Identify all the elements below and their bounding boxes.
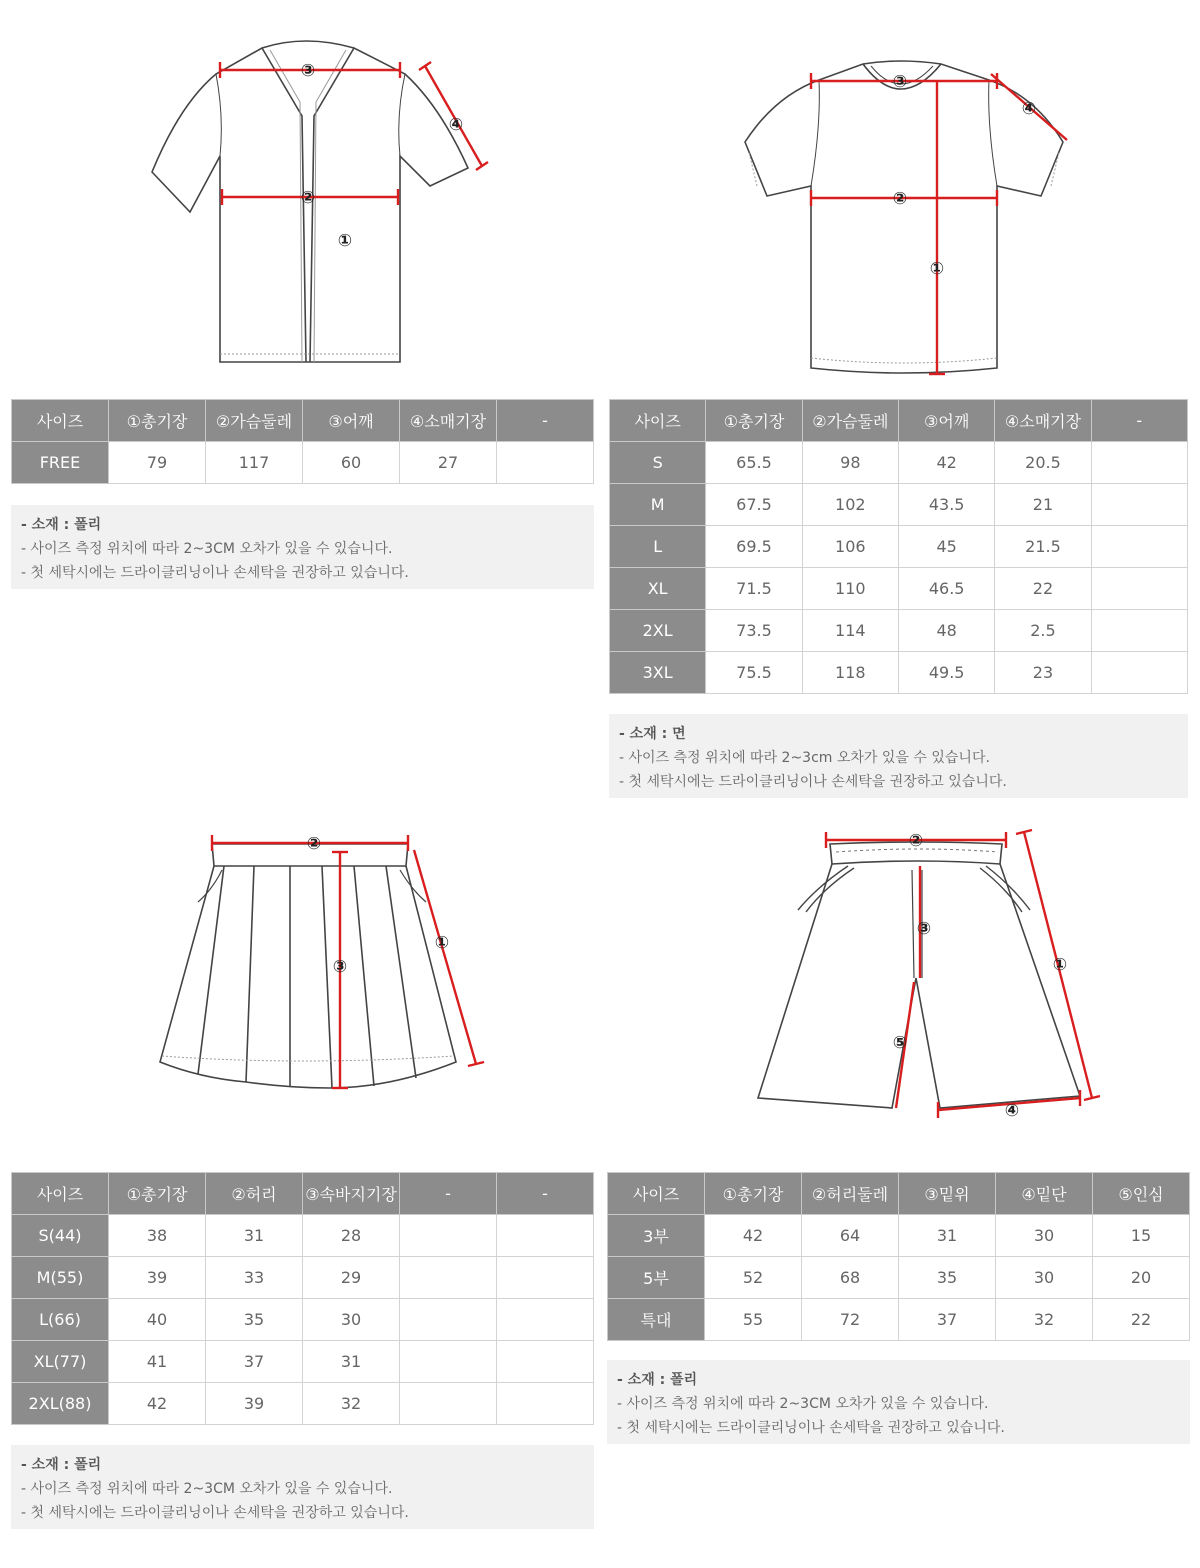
table-row (610, 610, 1188, 652)
table-cell: 102 (802, 484, 898, 526)
column-header: ①총기장 (109, 400, 206, 442)
table-cell: 64 (802, 1215, 899, 1257)
table-cell (400, 1257, 497, 1299)
table-cell: 37 (206, 1341, 303, 1383)
svg-text:⑤: ⑤ (892, 1033, 908, 1053)
table-cell (1091, 526, 1187, 568)
column-header: ④소매기장 (400, 400, 497, 442)
table-cell: 49.5 (898, 652, 994, 694)
table-cell: 20.5 (995, 442, 1091, 484)
size-label: 2XL(88) (12, 1383, 109, 1425)
column-header: - (497, 1173, 594, 1215)
table-cell: 15 (1093, 1215, 1190, 1257)
shorts-illustration (750, 826, 1100, 1126)
table-cell: 68 (802, 1257, 899, 1299)
column-header: ①총기장 (706, 400, 802, 442)
table-cell (1091, 568, 1187, 610)
svg-text:④: ④ (1004, 1101, 1020, 1121)
note-line: - 사이즈 측정 위치에 따라 2~3CM 오차가 있을 수 있습니다. (21, 1481, 393, 1497)
table-row (610, 526, 1188, 568)
skirt-illustration (150, 830, 490, 1100)
table-header-row (608, 1173, 1190, 1215)
note-line: - 사이즈 측정 위치에 따라 2~3CM 오차가 있을 수 있습니다. (21, 541, 393, 557)
column-header: ②가슴둘레 (802, 400, 898, 442)
table-cell: 55 (705, 1299, 802, 1341)
cardigan-material-note (11, 505, 594, 589)
table-cell (400, 1215, 497, 1257)
note-line: - 첫 세탁시에는 드라이클리닝이나 손세탁을 권장하고 있습니다. (617, 1420, 1005, 1436)
column-header: ④소매기장 (995, 400, 1091, 442)
table-cell (1091, 652, 1187, 694)
size-label: XL(77) (12, 1341, 109, 1383)
table-row (610, 652, 1188, 694)
table-cell: 79 (109, 442, 206, 484)
table-cell: 65.5 (706, 442, 802, 484)
table-cell: 69.5 (706, 526, 802, 568)
material-title: - 소재 : 폴리 (21, 517, 102, 533)
cardigan-illustration (140, 36, 500, 372)
table-cell: 30 (996, 1215, 1093, 1257)
size-label: M(55) (12, 1257, 109, 1299)
size-label: FREE (12, 442, 109, 484)
svg-text:④: ④ (1021, 99, 1037, 119)
table-cell: 37 (899, 1299, 996, 1341)
table-cell (400, 1341, 497, 1383)
column-header: 사이즈 (12, 1173, 109, 1215)
table-cell (497, 1383, 594, 1425)
table-row (12, 442, 594, 484)
column-header: 사이즈 (12, 400, 109, 442)
note-line: - 첫 세탁시에는 드라이클리닝이나 손세탁을 권장하고 있습니다. (21, 565, 409, 581)
table-cell: 45 (898, 526, 994, 568)
table-cell: 30 (303, 1299, 400, 1341)
table-cell: 106 (802, 526, 898, 568)
table-cell: 52 (705, 1257, 802, 1299)
svg-text:①: ① (434, 933, 450, 953)
size-label: L(66) (12, 1299, 109, 1341)
tshirt-illustration (735, 56, 1080, 380)
svg-text:②: ② (306, 834, 322, 854)
table-cell: 114 (802, 610, 898, 652)
table-cell: 41 (109, 1341, 206, 1383)
table-row (608, 1215, 1190, 1257)
material-title: - 소재 : 폴리 (617, 1372, 698, 1388)
size-label: S(44) (12, 1215, 109, 1257)
column-header: - (497, 400, 594, 442)
svg-text:①: ① (1052, 955, 1068, 975)
table-cell (497, 442, 594, 484)
table-cell: 73.5 (706, 610, 802, 652)
table-cell (497, 1341, 594, 1383)
column-header: ①총기장 (705, 1173, 802, 1215)
svg-text:④: ④ (448, 115, 464, 135)
size-label: 2XL (610, 610, 706, 652)
table-cell: 35 (899, 1257, 996, 1299)
table-cell: 42 (705, 1215, 802, 1257)
column-header: ③속바지기장 (303, 1173, 400, 1215)
size-label: M (610, 484, 706, 526)
table-row (12, 1383, 594, 1425)
table-row (610, 442, 1188, 484)
table-header-row (610, 400, 1188, 442)
svg-text:③: ③ (916, 919, 932, 939)
table-cell: 118 (802, 652, 898, 694)
skirt-material-note (11, 1445, 594, 1529)
cardigan-size-table (11, 399, 594, 484)
table-cell: 48 (898, 610, 994, 652)
column-header: 사이즈 (608, 1173, 705, 1215)
table-cell: 35 (206, 1299, 303, 1341)
table-cell: 71.5 (706, 568, 802, 610)
material-title: - 소재 : 폴리 (21, 1457, 102, 1473)
size-label: L (610, 526, 706, 568)
table-row (608, 1257, 1190, 1299)
column-header: ③어깨 (303, 400, 400, 442)
svg-text:③: ③ (892, 72, 908, 92)
table-cell: 21 (995, 484, 1091, 526)
table-cell: 110 (802, 568, 898, 610)
svg-text:①: ① (929, 259, 945, 279)
table-row (12, 1257, 594, 1299)
note-line: - 첫 세탁시에는 드라이클리닝이나 손세탁을 권장하고 있습니다. (21, 1505, 409, 1521)
shorts-size-table (607, 1172, 1190, 1341)
table-row (608, 1299, 1190, 1341)
size-label: 3부 (608, 1215, 705, 1257)
table-cell: 27 (400, 442, 497, 484)
column-header: ②허리 (206, 1173, 303, 1215)
tshirt-material-note (609, 714, 1188, 798)
table-cell: 33 (206, 1257, 303, 1299)
table-cell: 2.5 (995, 610, 1091, 652)
note-line: - 사이즈 측정 위치에 따라 2~3CM 오차가 있을 수 있습니다. (617, 1396, 989, 1412)
table-cell: 30 (996, 1257, 1093, 1299)
size-label: 특대 (608, 1299, 705, 1341)
table-cell: 98 (802, 442, 898, 484)
table-cell: 23 (995, 652, 1091, 694)
table-cell (400, 1383, 497, 1425)
table-cell: 32 (303, 1383, 400, 1425)
table-cell: 28 (303, 1215, 400, 1257)
table-header-row (12, 1173, 594, 1215)
table-cell: 22 (1093, 1299, 1190, 1341)
material-title: - 소재 : 면 (619, 726, 686, 742)
table-cell: 31 (899, 1215, 996, 1257)
table-cell (400, 1299, 497, 1341)
svg-text:①: ① (337, 231, 353, 251)
table-row (12, 1341, 594, 1383)
table-cell: 46.5 (898, 568, 994, 610)
table-cell (497, 1257, 594, 1299)
note-line: - 사이즈 측정 위치에 따라 2~3cm 오차가 있을 수 있습니다. (619, 750, 990, 766)
svg-text:③: ③ (332, 957, 348, 977)
table-cell: 22 (995, 568, 1091, 610)
size-label: S (610, 442, 706, 484)
column-header: - (400, 1173, 497, 1215)
tshirt-size-table (609, 399, 1188, 694)
shorts-material-note (607, 1360, 1190, 1444)
table-cell: 32 (996, 1299, 1093, 1341)
column-header: - (1091, 400, 1187, 442)
table-row (12, 1215, 594, 1257)
table-cell: 31 (206, 1215, 303, 1257)
column-header: ①총기장 (109, 1173, 206, 1215)
table-row (610, 484, 1188, 526)
column-header: ②허리둘레 (802, 1173, 899, 1215)
size-label: XL (610, 568, 706, 610)
note-line: - 첫 세탁시에는 드라이클리닝이나 손세탁을 권장하고 있습니다. (619, 774, 1007, 790)
size-label: 5부 (608, 1257, 705, 1299)
table-cell (1091, 484, 1187, 526)
column-header: 사이즈 (610, 400, 706, 442)
svg-text:③: ③ (300, 61, 316, 81)
column-header: ③밑위 (899, 1173, 996, 1215)
table-cell (497, 1299, 594, 1341)
table-cell: 31 (303, 1341, 400, 1383)
table-cell: 40 (109, 1299, 206, 1341)
column-header: ⑤인심 (1093, 1173, 1190, 1215)
table-cell: 38 (109, 1215, 206, 1257)
skirt-size-table (11, 1172, 594, 1425)
table-cell: 43.5 (898, 484, 994, 526)
size-label: 3XL (610, 652, 706, 694)
table-cell: 42 (898, 442, 994, 484)
table-header-row (12, 400, 594, 442)
column-header: ③어깨 (898, 400, 994, 442)
table-cell (1091, 442, 1187, 484)
table-row (12, 1299, 594, 1341)
svg-text:②: ② (300, 188, 316, 208)
table-cell: 117 (206, 442, 303, 484)
table-cell: 39 (206, 1383, 303, 1425)
svg-text:②: ② (892, 189, 908, 209)
table-cell: 21.5 (995, 526, 1091, 568)
table-cell: 75.5 (706, 652, 802, 694)
table-cell: 20 (1093, 1257, 1190, 1299)
table-cell: 42 (109, 1383, 206, 1425)
column-header: ②가슴둘레 (206, 400, 303, 442)
table-cell: 29 (303, 1257, 400, 1299)
svg-text:②: ② (908, 831, 924, 851)
table-row (610, 568, 1188, 610)
table-cell (1091, 610, 1187, 652)
column-header: ④밑단 (996, 1173, 1093, 1215)
table-cell (497, 1215, 594, 1257)
table-cell: 60 (303, 442, 400, 484)
table-cell: 39 (109, 1257, 206, 1299)
table-cell: 72 (802, 1299, 899, 1341)
table-cell: 67.5 (706, 484, 802, 526)
